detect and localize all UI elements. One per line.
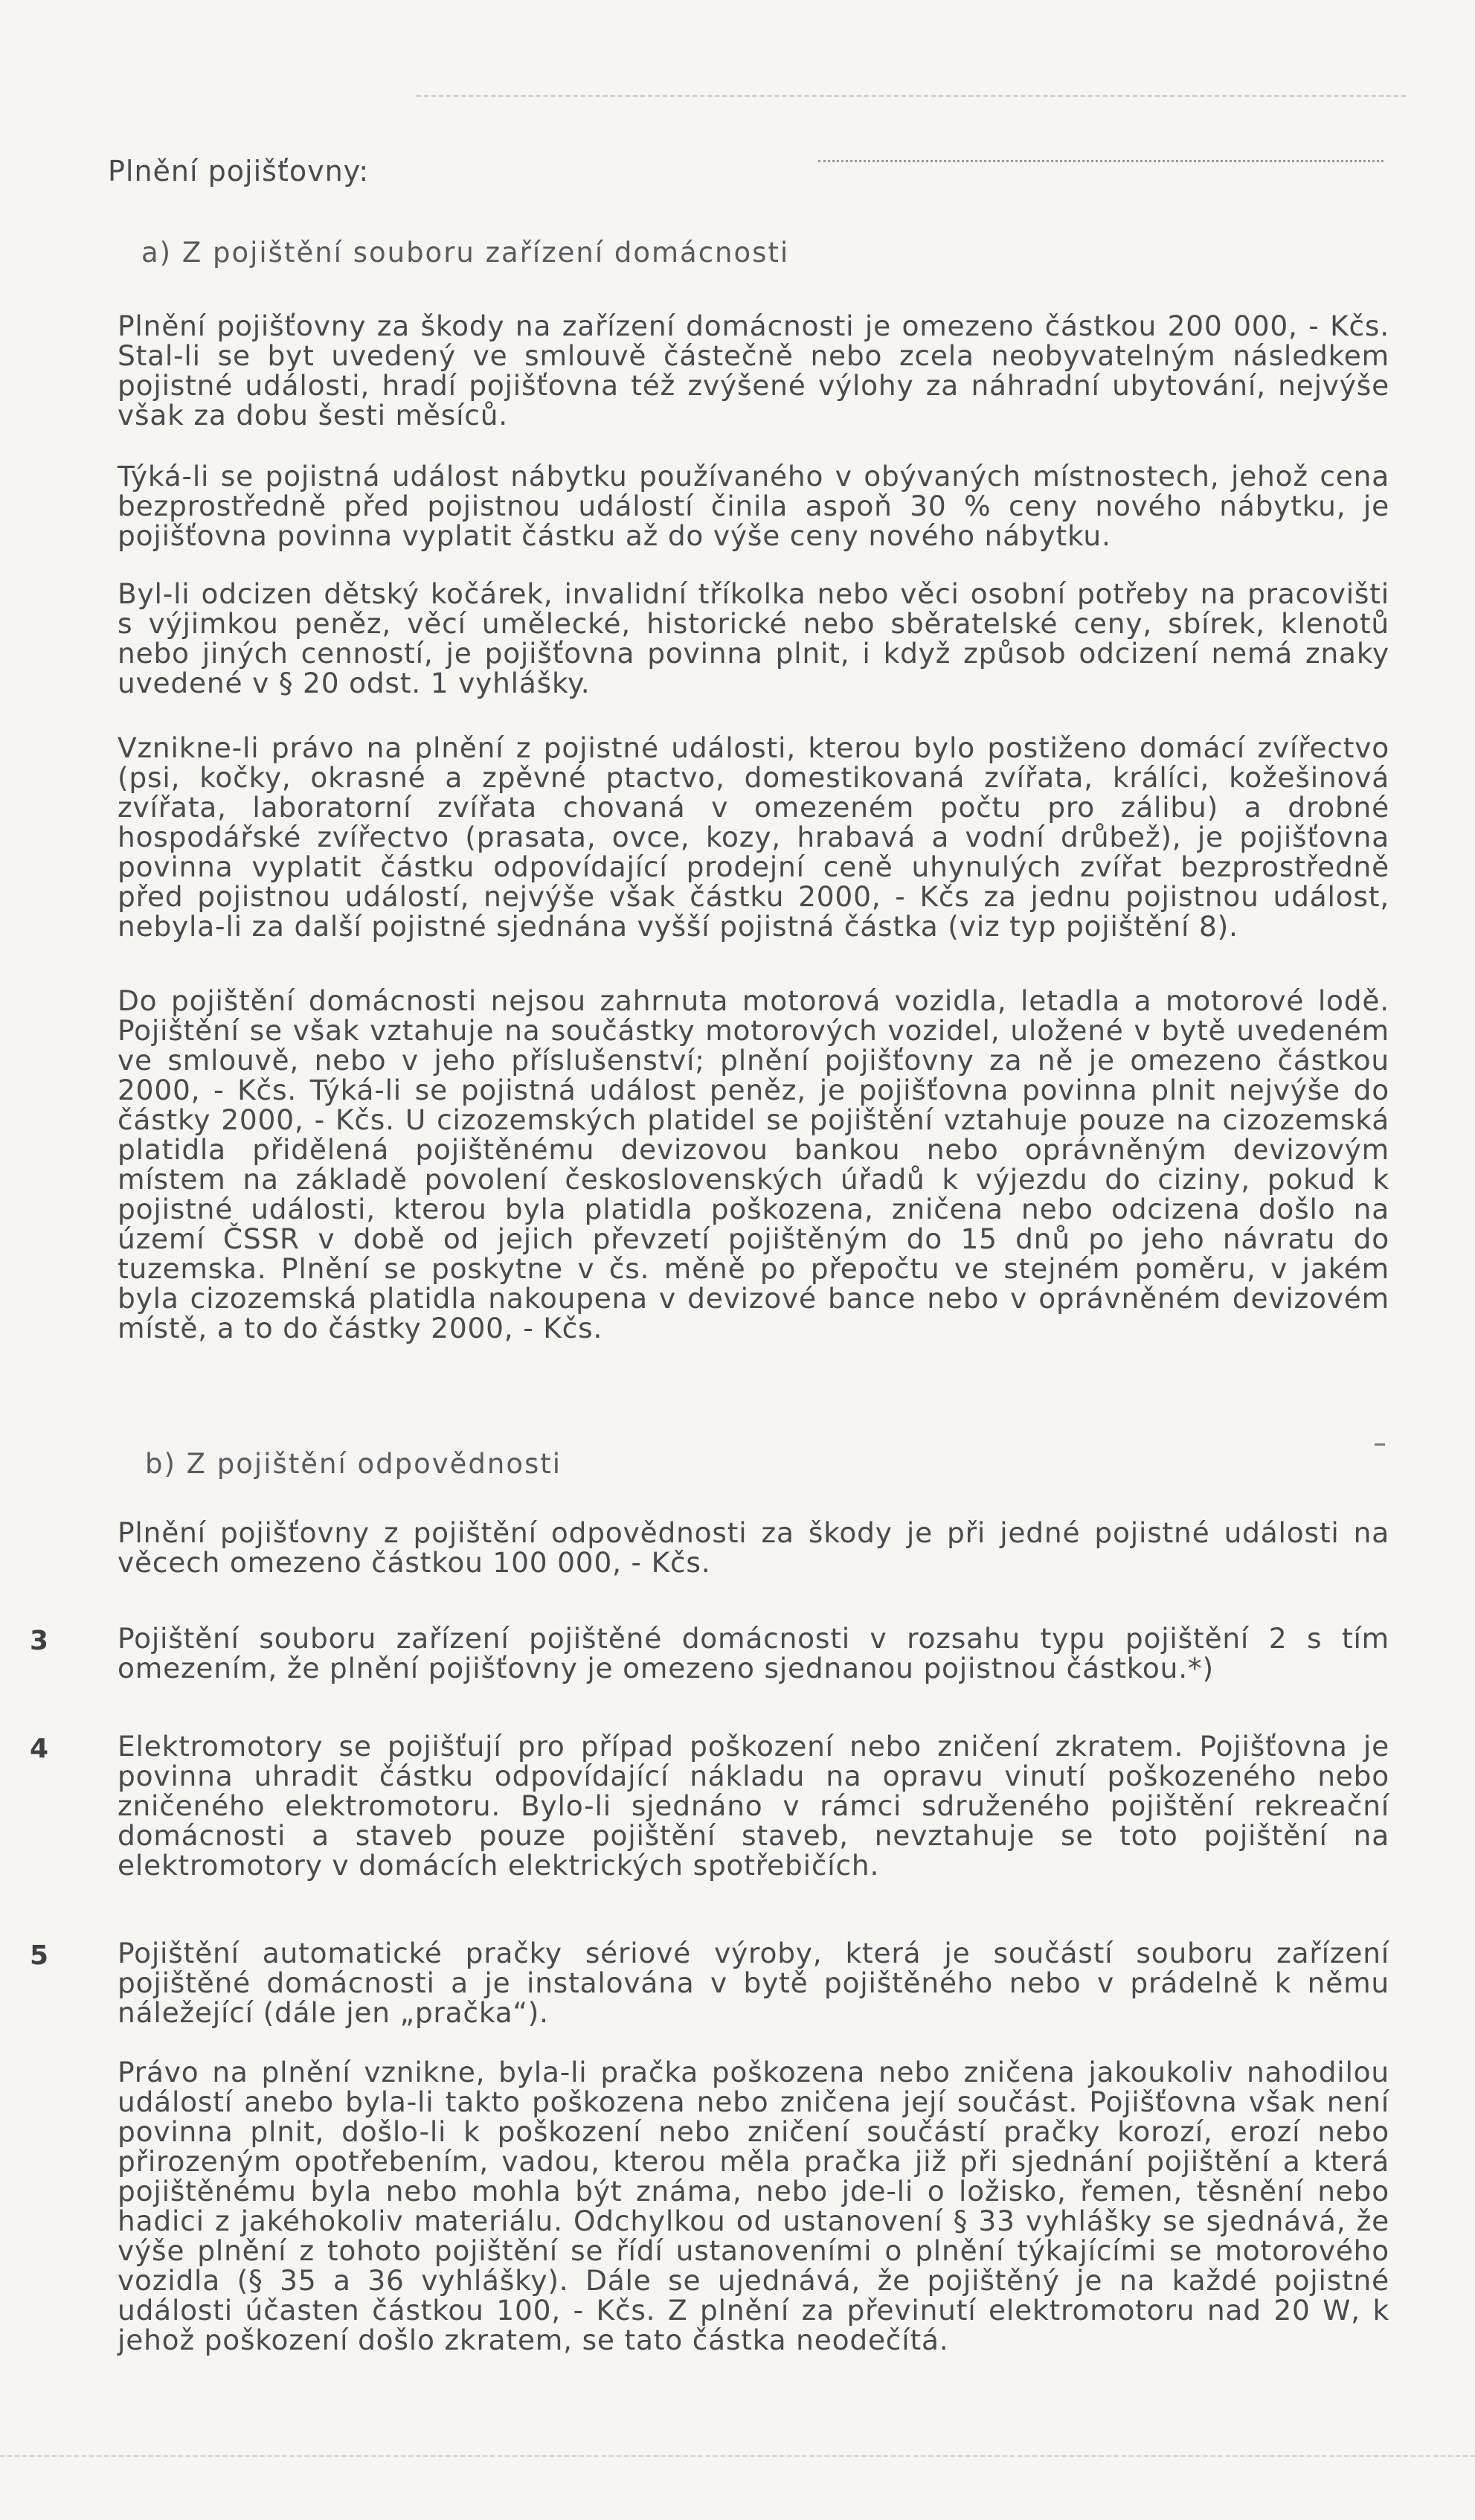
item-number: 5: [30, 1940, 49, 1971]
item-number: 4: [30, 1734, 49, 1764]
item-number: 3: [30, 1626, 49, 1656]
page-title: Plnění pojišťovny:: [108, 155, 370, 187]
scan-artifact-line: [417, 95, 1406, 97]
scan-artifact-line: [818, 160, 1384, 162]
section-a-paragraph: Byl-li odcizen dětský kočárek, invalidní tříkolka nebo věci osobní potřeby na pracovišti s výjimkou peněz, věcí umělecké, historické nebo sběratelské ceny, sbírek, klenotů nebo jiných cenností, je pojišťovna povinna plnit, i když způsob odcizení nemá znaky uvedené v § 20 odst. 1 vyhlášky.: [118, 577, 1389, 699]
item-paragraph: Pojištění souboru zařízení pojištěné domácnosti v rozsahu typu pojištění 2 s tím omezením, že plnění pojišťovny je omezeno sjednanou pojistnou částkou.*): [118, 1622, 1389, 1684]
section-a-paragraph: Plnění pojišťovny za škody na zařízení domácnosti je omezeno částkou 200 000, - Kčs. Stal-li se byt uvedený ve smlouvě částečně nebo zcela neobyvatelným následkem pojistné události, hradí pojišťovna též zvýšené výlohy za náhradní ubytování, nejvýše však za dobu šesti měsíců.: [118, 310, 1389, 432]
margin-mark: [1375, 1443, 1385, 1446]
section-a-heading: a) Z pojištění souboru zařízení domácnosti: [141, 237, 790, 269]
scan-artifact-line: [0, 2455, 1475, 2457]
section-a-paragraph: Vznikne-li právo na plnění z pojistné události, kterou bylo postiženo domácí zvířectvo (psi, kočky, okrasné a zpěvné ptactvo, domestikovaná zvířata, králíci, kožešinová zvířata, laboratorní zvířata chovaná v omezeném počtu pro zálibu) a drobné hospodářské zvířectvo (prasata, ovce, kozy, hrabavá a vodní drůbež), je pojišťovna povinna vyplatit částku odpovídající prodejní ceně uhynulých zvířat bezprostředně před pojistnou událostí, nejvýše však částku 2000, - Kčs za jednu pojistnou událost, nebyla-li za další pojistné sjednána vyšší pojistná částka (viz typ pojištění 8).: [118, 731, 1389, 943]
item-paragraph: Právo na plnění vznikne, byla-li pračka poškozena nebo zničena jakoukoliv nahodilou událostí anebo byla-li takto poškozena nebo zničena její součást. Pojišťovna však není povinna plnit, došlo-li k poškození nebo zničení součástí pračky korozí, erozí nebo přirozeným opotřebením, vadou, kterou měla pračka již při sjednání pojištění a která pojištěnému byla nebo mohla být známa, nebo jde-li o ložisko, řemen, těsnění nebo hadici z jakéhokoliv materiálu. Odchylkou od ustanovení § 33 vyhlášky se sjednává, že výše plnění z tohoto pojištění se řídí ustanoveními o plnění týkajícími se motorového vozidla (§ 35 a 36 vyhlášky). Dále se ujednává, že pojištěný je na každé pojistné události účasten částkou 100, - Kčs. Z plnění za převinutí elektromotoru nad 20 W, k jehož poškození došlo zkratem, se tato částka neodečítá.: [118, 2056, 1389, 2356]
item-paragraph: Pojištění automatické pračky sériové výroby, která je součástí souboru zařízení pojištěné domácnosti a je instalována v bytě pojištěného nebo v prádelně k němu náležející (dále jen „pračka“).: [118, 1937, 1389, 2029]
section-b-heading: b) Z pojištění odpovědnosti: [145, 1448, 562, 1480]
item-paragraph: Elektromotory se pojišťují pro případ poškození nebo zničení zkratem. Pojišťovna je povinna uhradit částku odpovídající nákladu na opravu vinutí poškozeného nebo zničeného elektromotoru. Bylo-li sjednáno v rámci sdruženého pojištění rekreační domácnosti a staveb pouze pojištění staveb, nevztahuje se toto pojištění na elektromotory v domácích elektrických spotřebičích.: [118, 1730, 1389, 1882]
section-b-paragraph: Plnění pojišťovny z pojištění odpovědnosti za škody je při jedné pojistné události na věcech omezeno částkou 100 000, - Kčs.: [118, 1516, 1389, 1579]
section-a-paragraph: Týká-li se pojistná událost nábytku používaného v obývaných místnostech, jehož cena bezprostředně před pojistnou událostí činila aspoň 30 % ceny nového nábytku, je pojišťovna povinna vyplatit částku až do výše ceny nového nábytku.: [118, 460, 1389, 552]
section-a-paragraph: Do pojištění domácnosti nejsou zahrnuta motorová vozidla, letadla a motorové lodě. Pojištění se však vztahuje na součástky motorových vozidel, uložené v bytě uvedeném ve smlouvě, nebo v jeho příslušenství; plnění pojišťovny za ně je omezeno částkou 2000, - Kčs. Týká-li se pojistná událost peněz, je pojišťovna povinna plnit nejvýše do částky 2000, - Kčs. U cizozemských platidel se pojištění vztahuje pouze na cizozemská platidla přidělená pojištěnému devizovou bankou nebo oprávněným devizovým místem na základě povolení československých úřadů k výjezdu do ciziny, pokud k pojistné události, kterou byla platidla poškozena, zničena nebo odcizena došlo na území ČSSR v době od jejich převzetí pojištěným do 15 dnů po jeho návratu do tuzemska. Plnění se poskytne v čs. měně po přepočtu ve stejném poměru, v jakém byla cizozemská platidla nakoupena v devizové bance nebo v oprávněném devizovém místě, a to do částky 2000, - Kčs.: [118, 984, 1389, 1344]
